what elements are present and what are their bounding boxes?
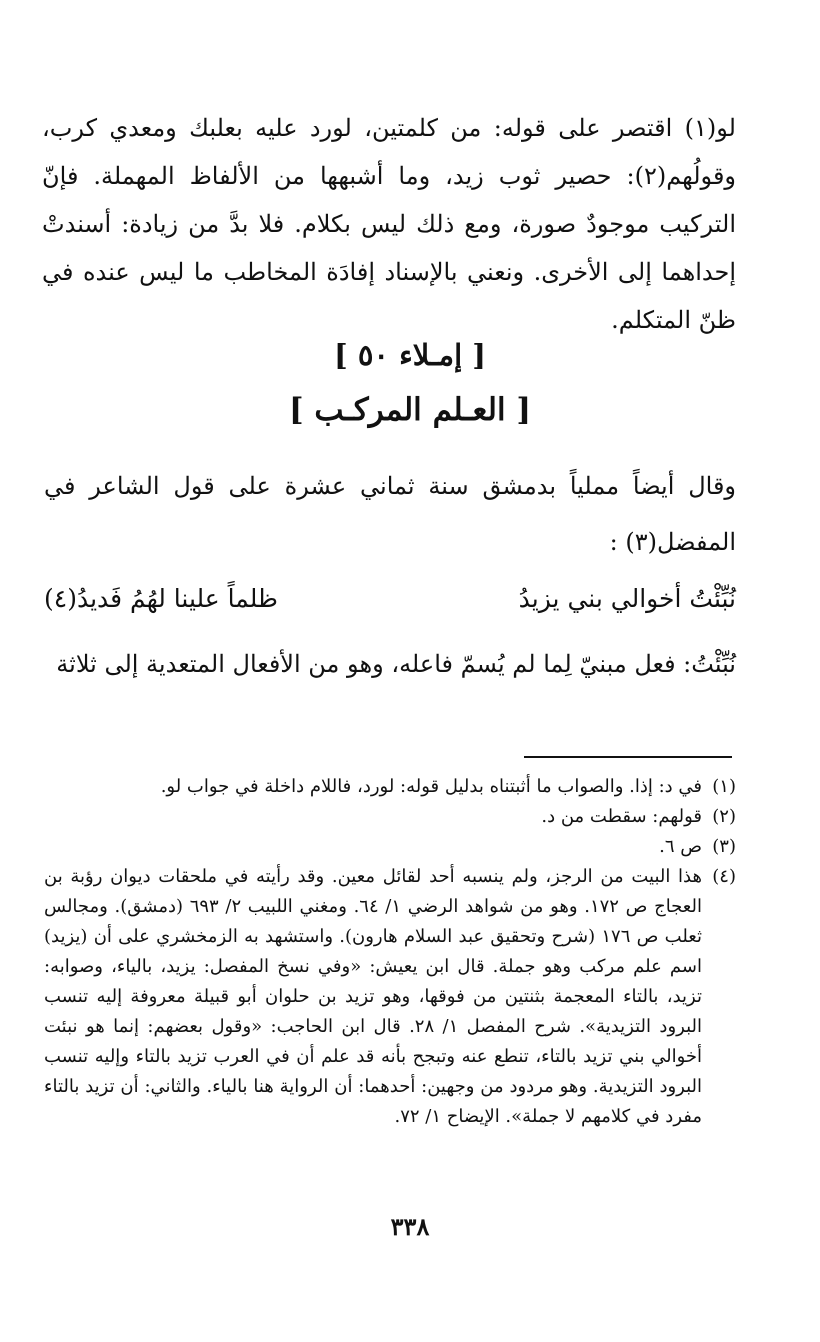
verse-second-hemistich: ظلماً علينا لهُمُ فَديدُ(٤) xyxy=(44,583,278,613)
paragraph-nubbitt: نُبِّئْتُ: فعل مبنيّ لِما لم يُسمّ فاعله، وهو من الأفعال المتعدية إلى ثلاثة xyxy=(56,650,736,678)
footnote-text: قولهم: سقطت من د. xyxy=(541,806,702,827)
footnote-number: (٤) xyxy=(712,866,736,887)
footnote-item xyxy=(44,862,736,1132)
page-number: ٣٣٨ xyxy=(390,1212,430,1241)
footnote-text: هذا البيت من الرجز، ولم ينسبه أحد لقائل معين. وقد رأيته في ملحقات ديوان رؤبة بن العجاج ص ١٧٢. وهو من شواهد الرضي ١/ ٦٤. ومغني اللبيب ٢/ ٦٩٣ (دمشق). ومجالس ثعلب ص ١٧٦ (شرح وتحقيق عبد السلام هارون). واستشهد به الزمخشري على أن (يزيد) اسم علم مركب وهو جملة. قال ابن يعيش: «وفي نسخ المفصل: يزيد، بالياء، وصوابه: تزيد، بالتاء المعجمة بثنتين من فوقها، وهو تزيد بن حلوان أبو قبيلة معروفة إليه تنسب البرود التزيدية». شرح المفصل ١/ ٢٨. قال ابن الحاجب: «وقول بعضهم: إنما هو نبئت أخوالي بني تزيد بالتاء، تنطع عنه وتبجح بأنه قد علم أن في العرب تزيد بالتاء وإليه تنسب البرود التزيدية. وهو مردود من وجهين: أحدهما: أن الرواية هنا بالياء. والثاني: أن تزيد بالتاء مفرد في كلامهم لا جملة». الإيضاح ١/ ٧٢. xyxy=(44,866,702,1127)
poetry-verse xyxy=(44,576,736,620)
footnote-number: (٢) xyxy=(712,806,736,827)
footnote-item xyxy=(44,832,736,862)
paragraph-top: لو(١) اقتصر على قوله: من كلمتين، لورد عليه بعلبك ومعدي كرب، وقولُهم(٢): حصير ثوب زيد، وما أشبهها من الألفاظ المهملة. فإنّ التركيب موجودٌ صورة، ومع ذلك ليس بكلام. فلا بدَّ من زيادة: أسندتْ إحداهما إلى الأخرى. ونعني بالإسناد إفادَة المخاطب ما ليس عنده في ظنّ المتكلم. xyxy=(42,114,736,334)
footnotes xyxy=(44,772,736,1132)
heading-topic: [ العـلم المركـب ] xyxy=(288,392,532,428)
footnote-item xyxy=(44,802,736,832)
footnote-item xyxy=(44,772,736,802)
paragraph-intro: وقال أيضاً مملياً بدمشق سنة ثماني عشرة على قول الشاعر في المفضل(٣) : xyxy=(44,472,737,556)
footnote-text: في د: إذا. والصواب ما أثبتناه بدليل قوله: لورد، فاللام داخلة في جواب لو. xyxy=(160,776,702,797)
verse-first-hemistich: نُبِّئْتُ أخوالي بني يزيدُ xyxy=(518,583,736,613)
footnote-number: (٣) xyxy=(712,836,736,857)
heading-imla: [ إمـلاء ٥٠ ] xyxy=(334,338,486,372)
footnote-text: ص ٦. xyxy=(659,836,702,857)
footnote-number: (١) xyxy=(712,776,736,797)
footnote-divider xyxy=(524,756,732,758)
